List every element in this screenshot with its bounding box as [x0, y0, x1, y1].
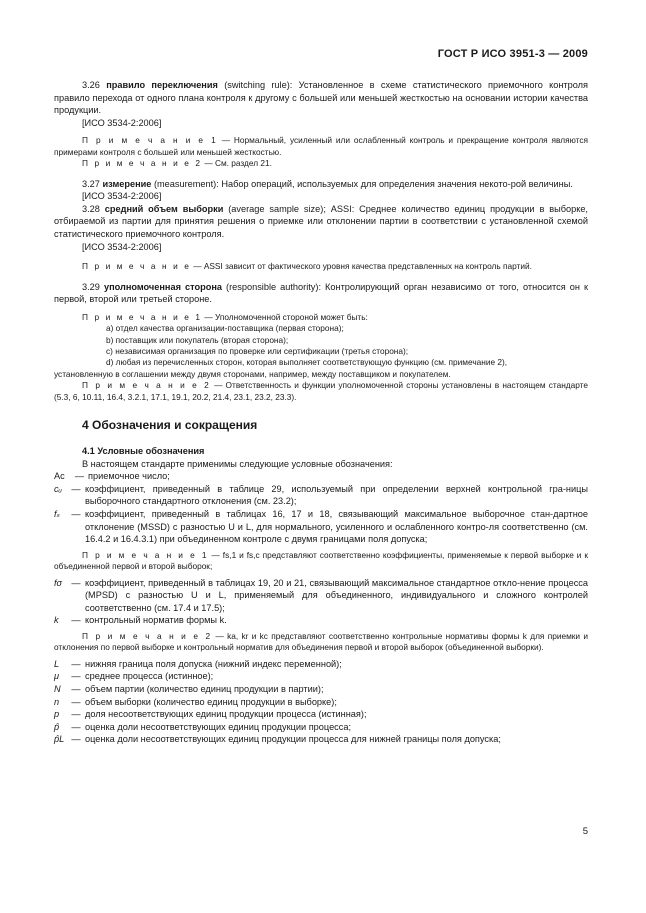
symbol-row: [54, 670, 588, 683]
symbol: fσ: [54, 577, 63, 588]
note-text: — Нормальный, усиленный или ослабленный контроль и прекращение контроля являются примерами контроля с большей или меньшей жесткостью.: [54, 135, 588, 157]
note-label: П р и м е ч а н и е 1: [82, 311, 203, 322]
symbol: p: [54, 709, 60, 720]
note-3-26-2: [54, 158, 588, 169]
note-label: П р и м е ч а н и е 2: [82, 158, 203, 169]
term-reference: [ИСО 3534-2:2006]: [82, 117, 162, 128]
term-3-28: [54, 203, 588, 241]
term-definition: : Набор операций, используемых для определения значения некото-рой величины.: [216, 178, 573, 189]
symbol: Ac: [54, 471, 65, 482]
note-label: П р и м е ч а н и е: [82, 261, 191, 272]
dash: —: [71, 734, 81, 745]
dash: —: [71, 508, 81, 519]
note-text: — См. раздел 21.: [202, 158, 272, 169]
page-content: [54, 79, 588, 746]
term-number: 3.26: [82, 80, 100, 90]
term-name: правило переключения: [106, 80, 218, 90]
symbol-row: [54, 696, 588, 709]
term-english: (measurement): [153, 178, 217, 189]
dash: —: [71, 696, 81, 707]
symbol: p̂L: [54, 734, 65, 745]
note-text: — Ответственность и функции уполномоченной стороны установлены в настоящем стандарте (5.3, 6, 10.11, 16.4, 3.2.1, 17.1, 19.1, 20.2, 21.4, 23.1, 23.2, 23.3).: [54, 380, 588, 402]
symbol: N: [54, 683, 61, 694]
dash: —: [71, 483, 81, 494]
symbol-row: [54, 508, 588, 546]
note-text: — kа, kr и kc представляют соответственно контрольные нормативы формы k для приемки и отклонения по первой выборке и контрольный норматив для объединения первой и второй выборок (объединенной выборки).: [54, 630, 588, 653]
symbol-row: [54, 658, 588, 671]
section-heading: 4 Обозначения и сокращения: [82, 418, 258, 432]
term-3-26: [54, 79, 588, 117]
symbol: p̂: [54, 721, 60, 732]
note-3-29-2: [54, 380, 588, 403]
dash: —: [74, 471, 85, 482]
term-name: средний объем выборки: [104, 203, 224, 214]
symbol-row: [54, 708, 588, 721]
term-definition: ; ASSI: Среднее количество единиц продукции в выборке, отбираемой из партии для принятия решения о приемке или отклонении партии в соответствии с установленной схемой статистического приемочного контроля.: [54, 203, 588, 239]
term-name: измерение: [102, 178, 152, 189]
symbol: cᵤ: [54, 483, 62, 494]
note-fs: [54, 550, 588, 573]
term-definition: : Установленное в схеме статистического приемочного контроля правило перехода от одного плана контроля к другому с большей или меньшей жесткостью на основании истории качества продукции.: [54, 80, 588, 116]
dash: —: [71, 577, 81, 588]
symbol: μ: [54, 671, 60, 682]
term-english: (responsible authority): [226, 281, 319, 292]
symbol-description: коэффициент, приведенный в таблицах 16, 17 и 18, связывающий максимальное выборочное стан-дартное отклонение (MSSD) с разностью U и L, для нормального, усиленного и ослабленного контро-ля соответственно (см. 16.4.2 и 16.4.3.1) при объединенном контроле с двумя границами поля допуска;: [85, 508, 588, 545]
note-label: П р и м е ч а н и е 1: [82, 135, 218, 146]
symbol-description: коэффициент, приведенный в таблице 29, используемый при определении верхней контрольной гра-ницы выборочного стандартного отклонения (см. 23.2);: [85, 483, 588, 507]
dash: —: [71, 721, 81, 732]
term-reference: [ИСО 3534-2:2006]: [82, 241, 162, 252]
dash: —: [71, 683, 81, 694]
symbol: k: [54, 615, 59, 626]
subsection-heading: 4.1 Условные обозначения: [82, 446, 205, 456]
note-label: П р и м е ч а н и е 2: [82, 380, 211, 391]
dash: —: [71, 658, 81, 669]
symbol-description: объем выборки (количество единиц продукции в выборке);: [85, 696, 337, 707]
term-number: 3.27: [82, 178, 100, 189]
term-reference: [ИСО 3534-2:2006]: [82, 191, 162, 202]
note-text: — fs,1 и fs,c представляют соответственно коэффициенты, применяемые к первой выборке и к объединенной первой и второй выборок;: [54, 549, 588, 572]
term-english: (average sample size): [228, 203, 324, 214]
symbol-description: контрольный норматив формы k.: [85, 615, 227, 626]
symbol: n: [54, 696, 60, 707]
note-k: [54, 631, 588, 654]
symbol-row: [54, 721, 588, 734]
term-english: (switching rule): [224, 80, 290, 90]
dash: —: [71, 671, 81, 682]
note-label: П р и м е ч а н и е 2: [82, 630, 213, 641]
symbol: fₛ: [54, 508, 60, 519]
symbol-description: оценка доли несоответствующих единиц продукции процесса;: [85, 721, 352, 732]
symbol-row: [54, 483, 588, 508]
note-text: — ASSI зависит от фактического уровня качества представленных на контроль партий.: [190, 261, 532, 272]
note-3-26-1: [54, 135, 588, 158]
symbol-row: [54, 577, 588, 615]
list-item: b) поставщик или покупатель (вторая сторона);: [106, 334, 289, 345]
symbol-row: [54, 614, 588, 627]
symbol: L: [54, 658, 60, 669]
section-intro: В настоящем стандарте применимы следующие условные обозначения:: [82, 458, 393, 469]
symbol-description: доля несоответствующих единиц продукции процесса (истинная);: [85, 709, 367, 720]
symbol-row: [54, 733, 588, 746]
term-number: 3.28: [82, 203, 100, 214]
symbol-row: [54, 683, 588, 696]
symbol-description: оценка доли несоответствующих единиц продукции процесса для нижней границы поля допуска;: [85, 734, 501, 745]
list-item: c) независимая организация по проверке или сертификации (третья сторона);: [106, 345, 409, 356]
document-header: ГОСТ Р ИСО 3951-3 — 2009: [437, 48, 588, 60]
note-text: — Уполномоченной стороной может быть:: [202, 311, 368, 322]
page-number: 5: [582, 826, 588, 837]
list-item: а) отдел качества организации-поставщика (первая сторона);: [106, 323, 344, 334]
symbol-description: коэффициент, приведенный в таблицах 19, 20 и 21, связывающий максимальное стандартное откло-нение процесса (MPSD) с разностью U и L, применяемый для объединенного, индивидуального и сложного контролей соответственно (см. 17.4 и 17.5);: [85, 577, 588, 613]
symbol-description: приемочное число;: [88, 471, 170, 482]
dash: —: [71, 709, 81, 720]
dash: —: [71, 615, 81, 626]
note-label: П р и м е ч а н и е 1: [82, 549, 209, 560]
symbol-description: объем партии (количество единиц продукции в партии);: [85, 683, 324, 694]
symbol-row: [54, 470, 588, 483]
symbol-description: нижняя граница поля допуска (нижний индекс переменной);: [85, 658, 342, 669]
note-3-29-1: [54, 312, 588, 323]
term-definition: : Контролирующий орган независимо от того, относится он к первой, второй или третьей стороне.: [54, 281, 589, 305]
note-3-28: [54, 261, 588, 272]
symbol-description: среднее процесса (истинное);: [85, 671, 214, 682]
list-item-continuation: установленную в соглашении между двумя сторонами, например, между поставщиком и покупателем.: [54, 368, 451, 379]
term-3-29: [54, 281, 588, 306]
term-name: уполномоченная сторона: [103, 281, 222, 292]
term-number: 3.29: [82, 281, 100, 292]
term-3-27: [54, 178, 588, 191]
list-item: d) любая из перечисленных сторон, которая выполняет соответствующую функцию (см. примечание 2),: [106, 357, 508, 368]
